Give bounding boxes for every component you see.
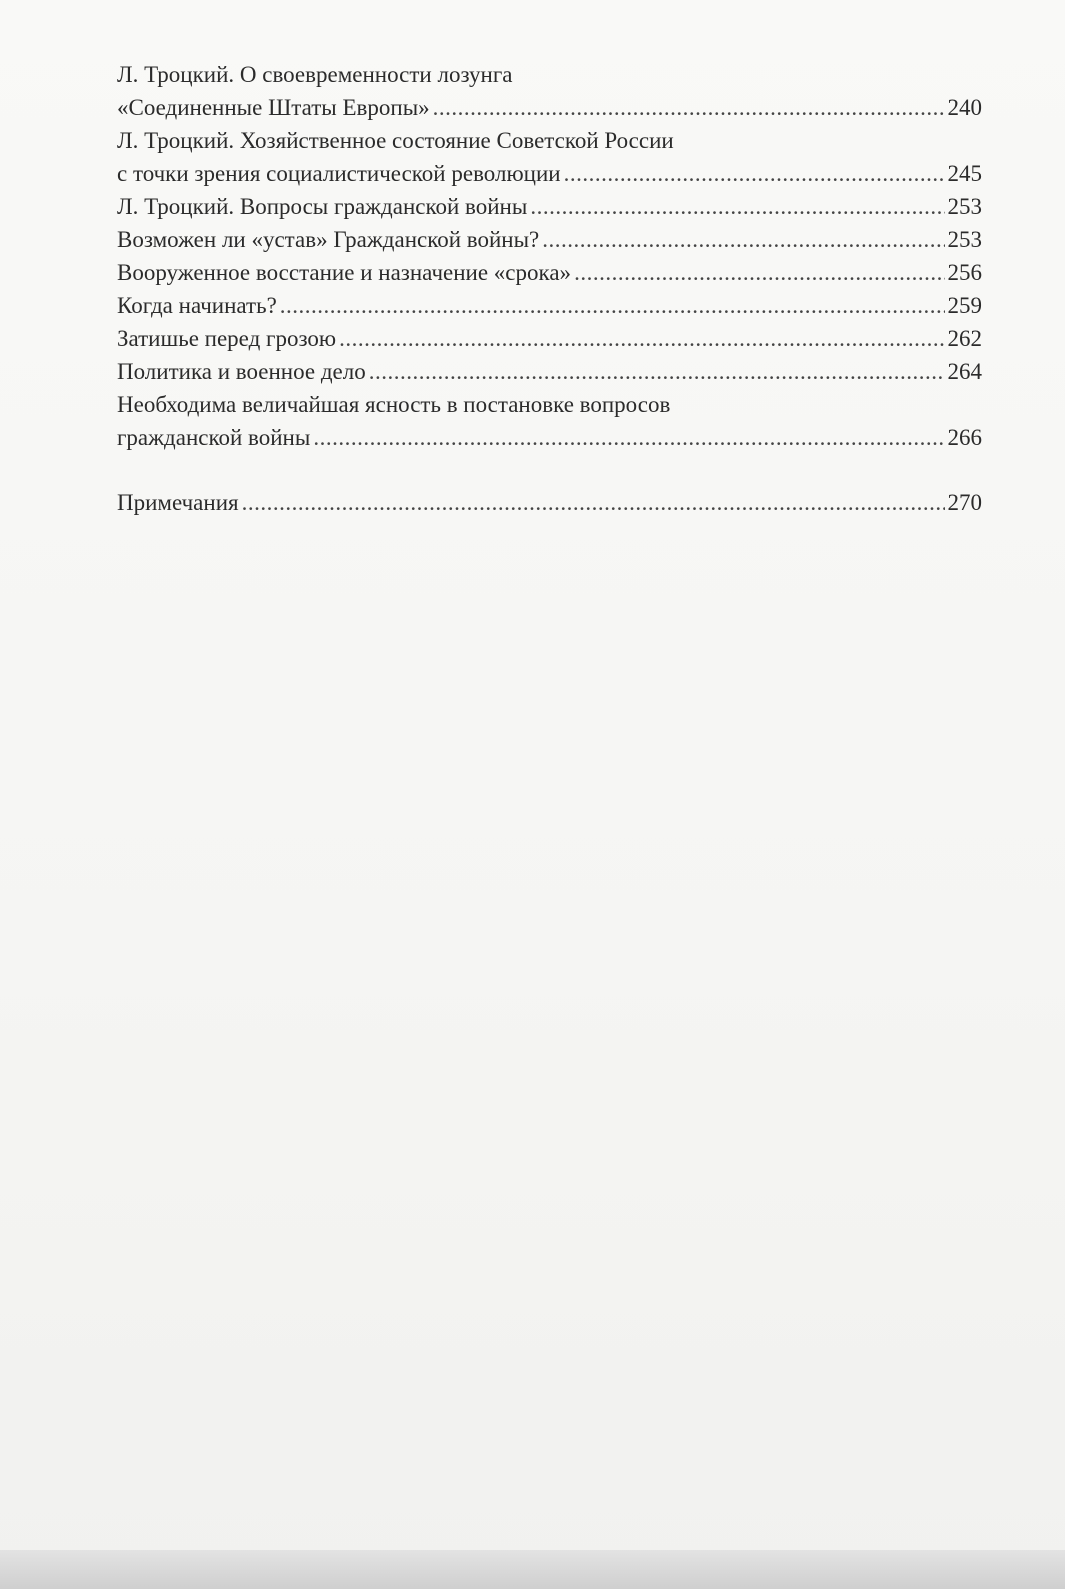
toc-entry-line — [117, 124, 982, 157]
toc-entry — [117, 190, 982, 223]
toc-entry — [117, 388, 982, 454]
toc-entry-title: гражданской войны — [117, 425, 311, 450]
table-of-contents — [117, 58, 982, 519]
toc-entry-line — [117, 256, 982, 289]
toc-entry — [117, 355, 982, 388]
toc-entry-title: Затишье перед грозою — [117, 326, 337, 351]
dot-leader — [280, 289, 945, 322]
toc-entry-line — [117, 190, 982, 223]
dot-leader — [242, 486, 945, 519]
toc-entry — [117, 289, 982, 322]
scan-edge-shadow — [0, 1550, 1065, 1589]
toc-page-number: 253 — [947, 227, 982, 252]
toc-page-number: 264 — [947, 359, 982, 384]
toc-page-number: 259 — [947, 293, 982, 318]
dot-leader — [369, 355, 945, 388]
toc-page-number: 266 — [947, 425, 982, 450]
toc-entry-title: Л. Троцкий. Хозяйственное состояние Советской России — [117, 128, 674, 153]
toc-page-number: 262 — [947, 326, 982, 351]
toc-entry — [117, 223, 982, 256]
toc-entry-line — [117, 486, 982, 519]
toc-entry-title: Л. Троцкий. О своевременности лозунга — [117, 62, 513, 87]
toc-entry-line — [117, 289, 982, 322]
toc-entry-line — [117, 223, 982, 256]
dot-leader — [542, 223, 944, 256]
dot-leader — [433, 91, 945, 124]
toc-page-number: 270 — [947, 490, 982, 515]
toc-entry-title: «Соединенные Штаты Европы» — [117, 95, 430, 120]
toc-entry-title: Когда начинать? — [117, 293, 277, 318]
toc-entry-line — [117, 421, 982, 454]
toc-entry-title: с точки зрения социалистической революции — [117, 161, 561, 186]
toc-page-number: 253 — [947, 194, 982, 219]
section-gap — [117, 454, 982, 486]
toc-entry-line — [117, 58, 982, 91]
toc-entry-notes — [117, 486, 982, 519]
toc-page-number: 245 — [947, 161, 982, 186]
toc-entry — [117, 256, 982, 289]
dot-leader — [564, 157, 945, 190]
toc-entry-line — [117, 388, 982, 421]
dot-leader — [313, 421, 944, 454]
toc-entry-line — [117, 355, 982, 388]
toc-entry-title: Возможен ли «устав» Гражданской войны? — [117, 227, 540, 252]
toc-page-number: 240 — [947, 95, 982, 120]
toc-entry-title: Необходима величайшая ясность в постановке вопросов — [117, 392, 671, 417]
toc-entry-title: Примечания — [117, 490, 239, 515]
toc-entry — [117, 322, 982, 355]
dot-leader — [530, 190, 944, 223]
toc-entry-title: Л. Троцкий. Вопросы гражданской войны — [117, 194, 528, 219]
toc-page-number: 256 — [947, 260, 982, 285]
toc-entry — [117, 58, 982, 124]
toc-entry-line — [117, 91, 982, 124]
toc-entry-line — [117, 322, 982, 355]
toc-entry — [117, 124, 982, 190]
toc-entry-title: Вооруженное восстание и назначение «срока» — [117, 260, 572, 285]
dot-leader — [339, 322, 944, 355]
toc-entry-title: Политика и военное дело — [117, 359, 366, 384]
dot-leader — [574, 256, 944, 289]
toc-entry-line — [117, 157, 982, 190]
